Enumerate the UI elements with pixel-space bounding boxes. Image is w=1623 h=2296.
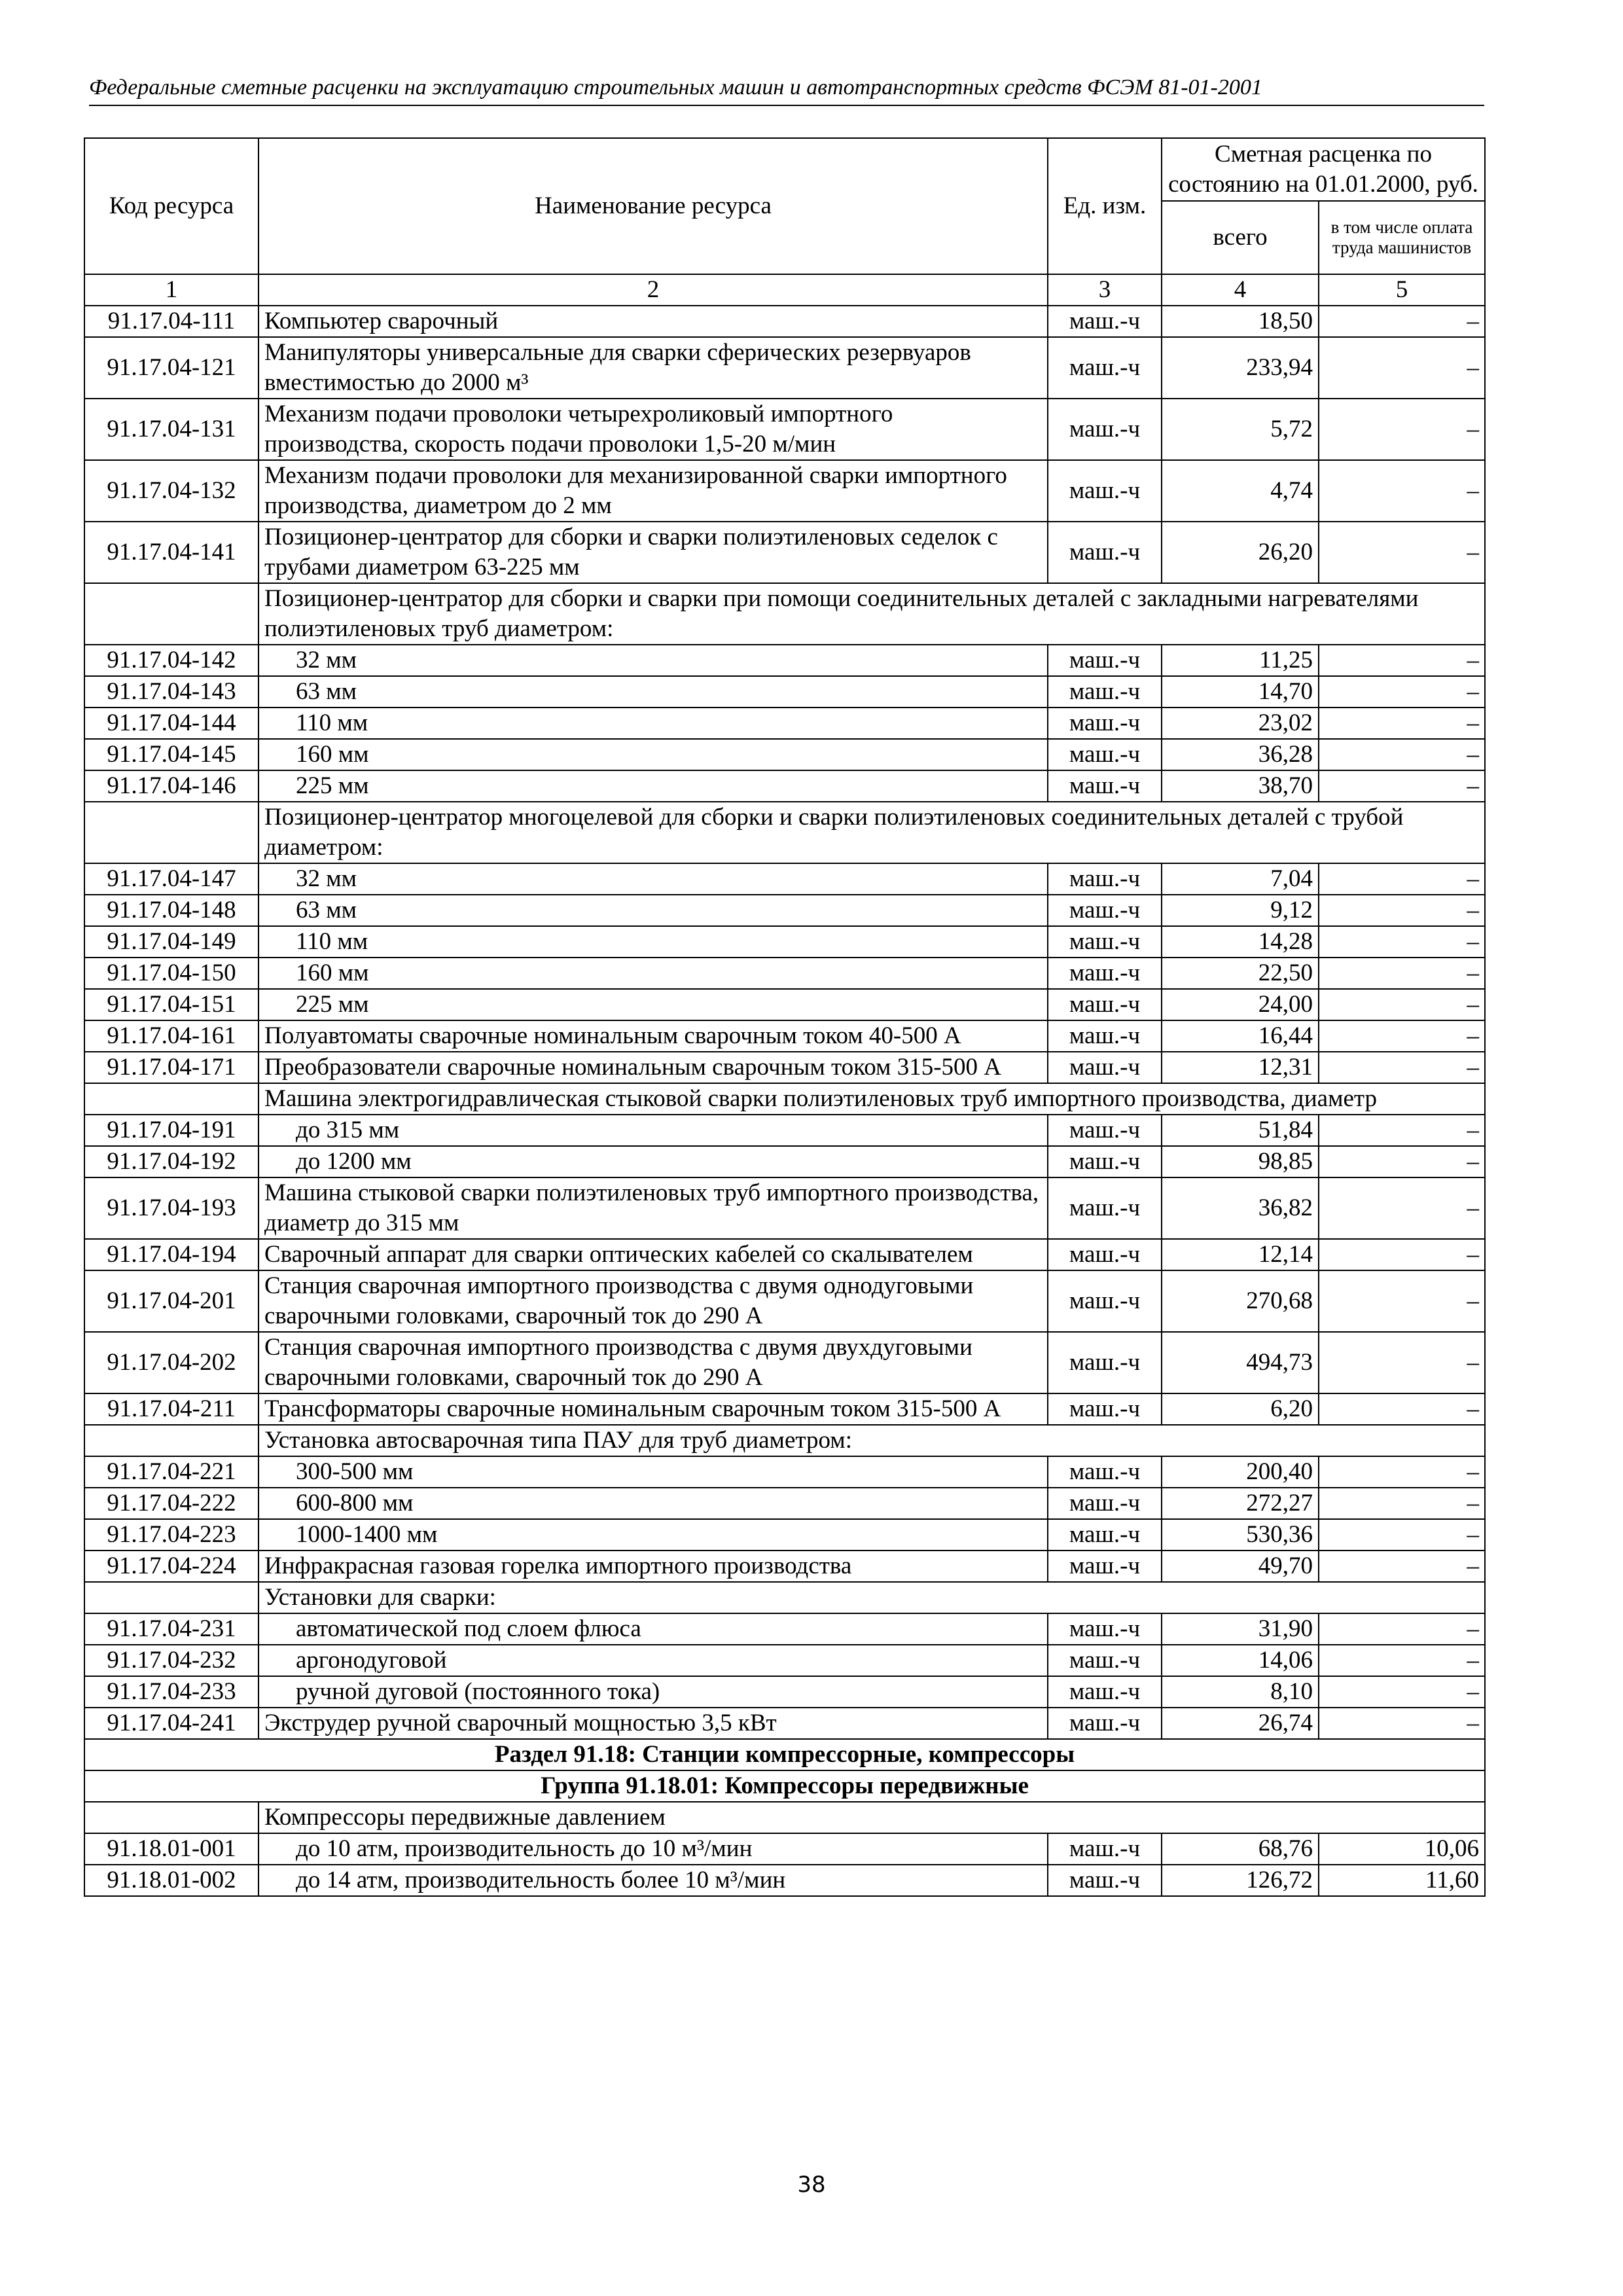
col-header-labor: в том числе оплата труда машинистов [1319,201,1485,274]
price-total-cell: 51,84 [1162,1115,1319,1146]
table-row [84,306,1485,337]
resource-code-cell: 91.17.04-149 [84,926,259,958]
resource-code-cell: 91.17.04-143 [84,676,259,708]
unit-cell: маш.-ч [1048,958,1162,989]
resource-code-cell [84,1582,259,1613]
price-total-cell: 22,50 [1162,958,1319,989]
resource-code-cell: 91.17.04-111 [84,306,259,337]
unit-cell: маш.-ч [1048,1456,1162,1488]
resource-code-cell: 91.18.01-002 [84,1865,259,1896]
unit-cell: маш.-ч [1048,863,1162,895]
table-row [84,958,1485,989]
group-heading-row [84,1802,1485,1833]
table-row [84,337,1485,399]
labor-cost-cell: – [1319,337,1485,399]
labor-cost-cell: – [1319,1052,1485,1083]
price-total-cell: 14,06 [1162,1645,1319,1676]
resource-name-cell: 63 мм [259,676,1048,708]
resource-table [84,137,1486,1897]
labor-cost-cell: – [1319,1456,1485,1488]
table-row [84,1645,1485,1676]
resource-name-cell: 63 мм [259,895,1048,926]
price-total-cell: 494,73 [1162,1332,1319,1393]
column-number-row [84,274,1485,306]
labor-cost-cell: – [1319,1146,1485,1177]
unit-cell: маш.-ч [1048,1645,1162,1676]
table-row [84,460,1485,522]
unit-cell: маш.-ч [1048,1052,1162,1083]
table-row [84,1708,1485,1739]
resource-code-cell: 91.17.04-161 [84,1020,259,1052]
unit-cell: маш.-ч [1048,1708,1162,1739]
table-body [84,138,1485,1896]
section-heading: Раздел 91.18: Станции компрессорные, компрессоры [84,1739,1485,1770]
col-header-total: всего [1162,201,1319,274]
price-total-cell: 26,74 [1162,1708,1319,1739]
table-header-row [84,138,1485,201]
col-number-2: 2 [259,274,1048,306]
resource-name-cell: 600-800 мм [259,1488,1048,1519]
resource-code-cell: 91.17.04-221 [84,1456,259,1488]
resource-code-cell: 91.17.04-202 [84,1332,259,1393]
price-total-cell: 11,25 [1162,645,1319,676]
labor-cost-cell: – [1319,1020,1485,1052]
unit-cell: маш.-ч [1048,1833,1162,1865]
page-header: Федеральные сметные расценки на эксплуатацию строительных машин и автотранспортных средств ФСЭМ 81-01-2001 [89,75,1262,99]
resource-code-cell: 91.17.04-146 [84,770,259,802]
table-row [84,770,1485,802]
labor-cost-cell: – [1319,306,1485,337]
price-total-cell: 233,94 [1162,337,1319,399]
unit-cell: маш.-ч [1048,989,1162,1020]
section-heading-row [84,1770,1485,1802]
unit-cell: маш.-ч [1048,1393,1162,1425]
unit-cell: маш.-ч [1048,399,1162,460]
table-row [84,1020,1485,1052]
group-heading-row [84,1582,1485,1613]
labor-cost-cell: – [1319,1676,1485,1708]
price-total-cell: 126,72 [1162,1865,1319,1896]
labor-cost-cell: – [1319,739,1485,770]
price-total-cell: 26,20 [1162,522,1319,583]
resource-code-cell: 91.17.04-121 [84,337,259,399]
resource-code-cell: 91.17.04-142 [84,645,259,676]
table-row [84,1865,1485,1896]
labor-cost-cell: – [1319,895,1485,926]
resource-name-cell: до 14 атм, производительность более 10 м³/мин [259,1865,1048,1896]
price-total-cell: 5,72 [1162,399,1319,460]
table-row [84,1456,1485,1488]
resource-code-cell: 91.17.04-191 [84,1115,259,1146]
resource-code-cell: 91.17.04-222 [84,1488,259,1519]
labor-cost-cell: – [1319,522,1485,583]
resource-name-cell: Трансформаторы сварочные номинальным сварочным током 315-500 А [259,1393,1048,1425]
price-total-cell: 12,31 [1162,1052,1319,1083]
price-total-cell: 18,50 [1162,306,1319,337]
section-heading-row [84,1739,1485,1770]
labor-cost-cell: – [1319,1519,1485,1551]
group-heading-row [84,1425,1485,1456]
col-header-price-group: Сметная расценка по состоянию на 01.01.2000, руб. [1162,138,1485,201]
unit-cell: маш.-ч [1048,895,1162,926]
labor-cost-cell: – [1319,399,1485,460]
resource-code-cell: 91.17.04-150 [84,958,259,989]
unit-cell: маш.-ч [1048,1177,1162,1239]
resource-name-cell: Механизм подачи проволоки четырехроликовый импортного производства, скорость подачи проволоки 1,5-20 м/мин [259,399,1048,460]
price-total-cell: 36,28 [1162,739,1319,770]
unit-cell: маш.-ч [1048,1865,1162,1896]
page-number: 38 [797,2172,826,2198]
labor-cost-cell: – [1319,1613,1485,1645]
resource-name-cell: 225 мм [259,989,1048,1020]
resource-code-cell: 91.17.04-194 [84,1239,259,1270]
col-header-name: Наименование ресурса [259,138,1048,274]
unit-cell: маш.-ч [1048,1270,1162,1332]
price-total-cell: 24,00 [1162,989,1319,1020]
resource-name-cell: Сварочный аппарат для сварки оптических кабелей со скалывателем [259,1239,1048,1270]
price-total-cell: 14,28 [1162,926,1319,958]
price-total-cell: 270,68 [1162,1270,1319,1332]
resource-code-cell: 91.17.04-171 [84,1052,259,1083]
unit-cell: маш.-ч [1048,676,1162,708]
group-heading: Установки для сварки: [259,1582,1485,1613]
col-header-code: Код ресурса [84,138,259,274]
unit-cell: маш.-ч [1048,739,1162,770]
resource-code-cell: 91.17.04-193 [84,1177,259,1239]
table-row [84,1676,1485,1708]
resource-name-cell: Машина стыковой сварки полиэтиленовых труб импортного производства, диаметр до 315 мм [259,1177,1048,1239]
price-total-cell: 8,10 [1162,1676,1319,1708]
resource-name-cell: 32 мм [259,645,1048,676]
price-total-cell: 36,82 [1162,1177,1319,1239]
resource-code-cell: 91.17.04-233 [84,1676,259,1708]
table-row [84,1239,1485,1270]
labor-cost-cell: – [1319,676,1485,708]
table-row [84,1488,1485,1519]
labor-cost-cell: – [1319,1393,1485,1425]
col-header-unit: Ед. изм. [1048,138,1162,274]
resource-name-cell: аргонодуговой [259,1645,1048,1676]
resource-name-cell: Механизм подачи проволоки для механизированной сварки импортного производства, диаметром до 2 мм [259,460,1048,522]
resource-code-cell: 91.17.04-232 [84,1645,259,1676]
labor-cost-cell: – [1319,926,1485,958]
resource-code-cell: 91.17.04-145 [84,739,259,770]
col-number-3: 3 [1048,274,1162,306]
resource-name-cell: до 315 мм [259,1115,1048,1146]
resource-name-cell: автоматической под слоем флюса [259,1613,1048,1645]
resource-code-cell: 91.17.04-192 [84,1146,259,1177]
resource-name-cell: 300-500 мм [259,1456,1048,1488]
resource-name-cell: 160 мм [259,958,1048,989]
price-total-cell: 6,20 [1162,1393,1319,1425]
group-heading: Компрессоры передвижные давлением [259,1802,1485,1833]
price-total-cell: 530,36 [1162,1519,1319,1551]
labor-cost-cell: – [1319,989,1485,1020]
labor-cost-cell: – [1319,1645,1485,1676]
table-row [84,708,1485,739]
labor-cost-cell: – [1319,1270,1485,1332]
unit-cell: маш.-ч [1048,460,1162,522]
labor-cost-cell: – [1319,1115,1485,1146]
resource-code-cell [84,1083,259,1115]
resource-name-cell: до 1200 мм [259,1146,1048,1177]
unit-cell: маш.-ч [1048,770,1162,802]
table-row [84,863,1485,895]
labor-cost-cell: – [1319,1488,1485,1519]
price-total-cell: 38,70 [1162,770,1319,802]
resource-code-cell [84,1425,259,1456]
labor-cost-cell: 10,06 [1319,1833,1485,1865]
col-number-4: 4 [1162,274,1319,306]
resource-code-cell: 91.17.04-151 [84,989,259,1020]
table-row [84,399,1485,460]
table-row [84,989,1485,1020]
labor-cost-cell: – [1319,645,1485,676]
table-row [84,1052,1485,1083]
resource-code-cell: 91.18.01-001 [84,1833,259,1865]
resource-code-cell: 91.17.04-211 [84,1393,259,1425]
resource-name-cell: Манипуляторы универсальные для сварки сферических резервуаров вместимостью до 2000 м³ [259,337,1048,399]
resource-code-cell: 91.17.04-132 [84,460,259,522]
unit-cell: маш.-ч [1048,522,1162,583]
resource-name-cell: 110 мм [259,708,1048,739]
table-row [84,895,1485,926]
col-number-1: 1 [84,274,259,306]
resource-name-cell: ручной дуговой (постоянного тока) [259,1676,1048,1708]
table-row [84,1146,1485,1177]
table-row [84,1551,1485,1582]
table-row [84,1833,1485,1865]
resource-name-cell: 225 мм [259,770,1048,802]
labor-cost-cell: – [1319,1239,1485,1270]
resource-code-cell: 91.17.04-147 [84,863,259,895]
header-rule [89,105,1484,106]
resource-name-cell: 1000-1400 мм [259,1519,1048,1551]
resource-name-cell: Компьютер сварочный [259,306,1048,337]
resource-code-cell [84,583,259,645]
price-total-cell: 98,85 [1162,1146,1319,1177]
price-total-cell: 200,40 [1162,1456,1319,1488]
price-total-cell: 14,70 [1162,676,1319,708]
resource-name-cell: Инфракрасная газовая горелка импортного производства [259,1551,1048,1582]
unit-cell: маш.-ч [1048,1519,1162,1551]
group-heading-row [84,802,1485,863]
group-heading-row [84,583,1485,645]
table-row [84,1519,1485,1551]
resource-name-cell: Преобразователи сварочные номинальным сварочным током 315-500 А [259,1052,1048,1083]
table-row [84,1332,1485,1393]
unit-cell: маш.-ч [1048,1488,1162,1519]
resource-code-cell: 91.17.04-201 [84,1270,259,1332]
labor-cost-cell: – [1319,770,1485,802]
resource-code-cell: 91.17.04-224 [84,1551,259,1582]
price-total-cell: 272,27 [1162,1488,1319,1519]
labor-cost-cell: 11,60 [1319,1865,1485,1896]
unit-cell: маш.-ч [1048,306,1162,337]
unit-cell: маш.-ч [1048,926,1162,958]
labor-cost-cell: – [1319,1332,1485,1393]
resource-name-cell: до 10 атм, производительность до 10 м³/мин [259,1833,1048,1865]
resource-code-cell: 91.17.04-241 [84,1708,259,1739]
price-total-cell: 31,90 [1162,1613,1319,1645]
table-row [84,739,1485,770]
resource-code-cell: 91.17.04-131 [84,399,259,460]
labor-cost-cell: – [1319,1708,1485,1739]
unit-cell: маш.-ч [1048,1146,1162,1177]
unit-cell: маш.-ч [1048,708,1162,739]
resource-name-cell: 160 мм [259,739,1048,770]
price-total-cell: 16,44 [1162,1020,1319,1052]
group-heading: Позиционер-центратор многоцелевой для сборки и сварки полиэтиленовых соединительных деталей с трубой диаметром: [259,802,1485,863]
table-row [84,676,1485,708]
resource-code-cell: 91.17.04-141 [84,522,259,583]
price-total-cell: 4,74 [1162,460,1319,522]
resource-code-cell [84,802,259,863]
section-heading: Группа 91.18.01: Компрессоры передвижные [84,1770,1485,1802]
table-row [84,1613,1485,1645]
resource-code-cell: 91.17.04-231 [84,1613,259,1645]
labor-cost-cell: – [1319,1177,1485,1239]
table-row [84,1270,1485,1332]
unit-cell: маш.-ч [1048,337,1162,399]
resource-code-cell: 91.17.04-148 [84,895,259,926]
group-heading: Позиционер-центратор для сборки и сварки при помощи соединительных деталей с закладными нагревателями полиэтиленовых труб диаметром: [259,583,1485,645]
price-total-cell: 9,12 [1162,895,1319,926]
unit-cell: маш.-ч [1048,1239,1162,1270]
resource-code-cell [84,1802,259,1833]
resource-name-cell: Станция сварочная импортного производства с двумя однодуговыми сварочными головками, сварочный ток до 290 А [259,1270,1048,1332]
table-row [84,522,1485,583]
table-row [84,645,1485,676]
labor-cost-cell: – [1319,1551,1485,1582]
labor-cost-cell: – [1319,460,1485,522]
price-total-cell: 68,76 [1162,1833,1319,1865]
unit-cell: маш.-ч [1048,1332,1162,1393]
table-row [84,1177,1485,1239]
price-total-cell: 49,70 [1162,1551,1319,1582]
price-total-cell: 23,02 [1162,708,1319,739]
price-total-cell: 12,14 [1162,1239,1319,1270]
labor-cost-cell: – [1319,708,1485,739]
resource-name-cell: Станция сварочная импортного производства с двумя двухдуговыми сварочными головками, сварочный ток до 290 А [259,1332,1048,1393]
resource-name-cell: Позиционер-центратор для сборки и сварки полиэтиленовых седелок с трубами диаметром 63-225 мм [259,522,1048,583]
resource-name-cell: 110 мм [259,926,1048,958]
resource-name-cell: 32 мм [259,863,1048,895]
col-number-5: 5 [1319,274,1485,306]
unit-cell: маш.-ч [1048,1020,1162,1052]
unit-cell: маш.-ч [1048,1676,1162,1708]
labor-cost-cell: – [1319,863,1485,895]
table-row [84,1115,1485,1146]
unit-cell: маш.-ч [1048,645,1162,676]
resource-name-cell: Экструдер ручной сварочный мощностью 3,5 кВт [259,1708,1048,1739]
unit-cell: маш.-ч [1048,1551,1162,1582]
resource-name-cell: Полуавтоматы сварочные номинальным сварочным током 40-500 А [259,1020,1048,1052]
group-heading: Машина электрогидравлическая стыковой сварки полиэтиленовых труб импортного производства, диаметр [259,1083,1485,1115]
group-heading: Установка автосварочная типа ПАУ для труб диаметром: [259,1425,1485,1456]
table-row [84,926,1485,958]
resource-code-cell: 91.17.04-144 [84,708,259,739]
group-heading-row [84,1083,1485,1115]
labor-cost-cell: – [1319,958,1485,989]
unit-cell: маш.-ч [1048,1613,1162,1645]
unit-cell: маш.-ч [1048,1115,1162,1146]
resource-code-cell: 91.17.04-223 [84,1519,259,1551]
price-total-cell: 7,04 [1162,863,1319,895]
table-row [84,1393,1485,1425]
